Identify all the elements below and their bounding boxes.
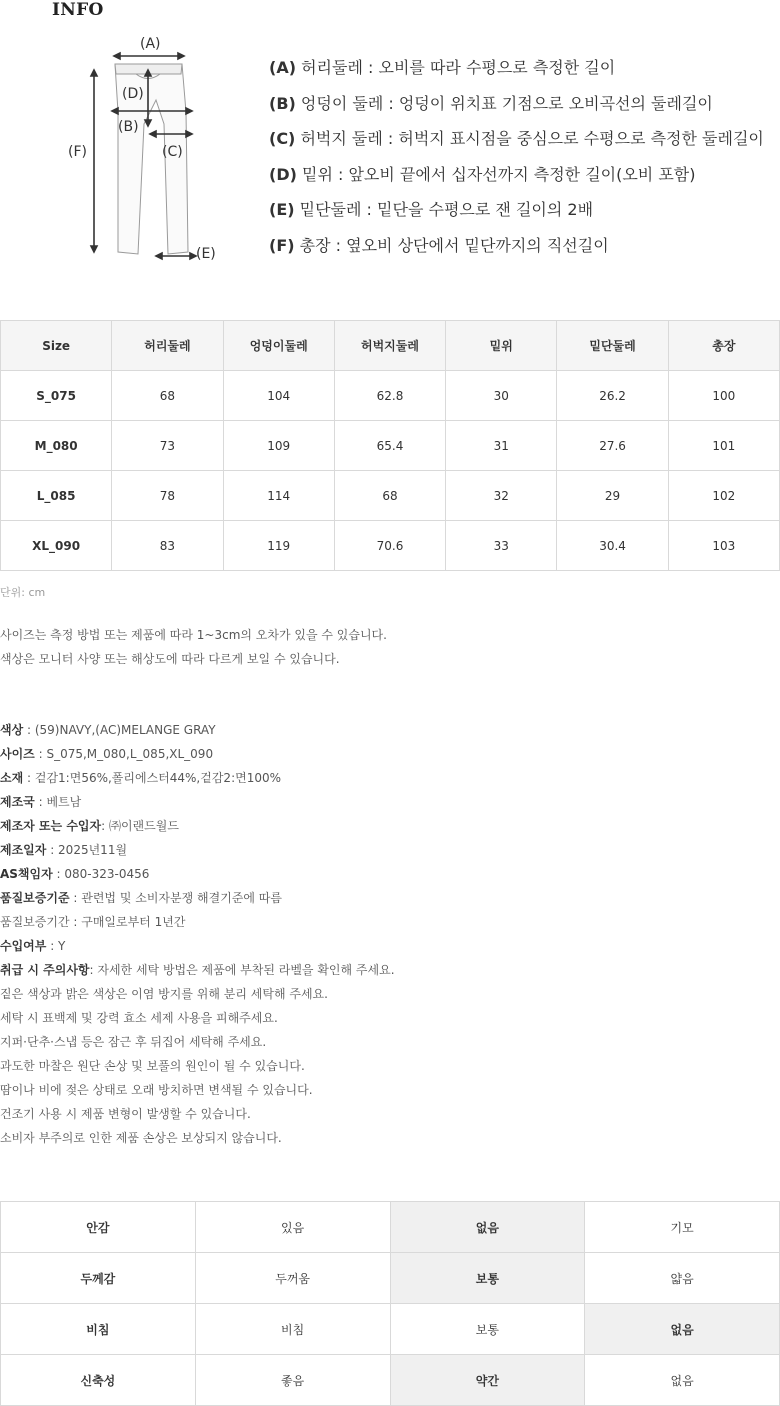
header-cell: Size bbox=[1, 321, 112, 371]
table-cell: 109 bbox=[223, 421, 334, 471]
size-cell: M_080 bbox=[1, 421, 112, 471]
info-title: INFO bbox=[52, 0, 104, 20]
feel-option: 비침 bbox=[195, 1304, 390, 1355]
table-row bbox=[1, 371, 780, 421]
label-c: (C) bbox=[162, 144, 183, 160]
header-cell: 허리둘레 bbox=[112, 321, 223, 371]
feel-option: 없음 bbox=[585, 1304, 780, 1355]
feel-label: 두께감 bbox=[1, 1253, 196, 1304]
care-line: 소비자 부주의로 인한 제품 손상은 보상되지 않습니다. bbox=[0, 1131, 282, 1145]
note-line: 색상은 모니터 사양 또는 해상도에 따라 다르게 보일 수 있습니다. bbox=[0, 652, 340, 666]
table-cell: 32 bbox=[446, 471, 557, 521]
legend-row-b bbox=[269, 90, 764, 126]
feel-option: 약간 bbox=[390, 1355, 585, 1406]
spec-sizes: 사이즈 : S_075,M_080,L_085,XL_090 bbox=[0, 747, 214, 761]
size-cell: S_075 bbox=[1, 371, 112, 421]
fabric-feel-table bbox=[0, 1201, 780, 1406]
feel-option: 없음 bbox=[390, 1202, 585, 1253]
legend-row-e bbox=[269, 196, 764, 232]
table-cell: 62.8 bbox=[334, 371, 445, 421]
size-table-header bbox=[1, 321, 780, 371]
table-cell: 31 bbox=[446, 421, 557, 471]
legend-text: 허리둘레 : 오비를 따라 수평으로 측정한 길이 bbox=[296, 58, 616, 77]
label-f: (F) bbox=[68, 144, 87, 160]
care-line: 과도한 마찰은 원단 손상 및 보풀의 원인이 될 수 있습니다. bbox=[0, 1059, 305, 1073]
spec-quality: 품질보증기준 : 관련법 및 소비자분쟁 해결기준에 따름 bbox=[0, 891, 282, 905]
feel-row-sheerness bbox=[1, 1304, 780, 1355]
table-cell: 30.4 bbox=[557, 521, 668, 571]
size-notes bbox=[0, 623, 387, 671]
table-cell: 70.6 bbox=[334, 521, 445, 571]
feel-option: 보통 bbox=[390, 1304, 585, 1355]
table-cell: 33 bbox=[446, 521, 557, 571]
spec-color: 색상 : (59)NAVY,(AC)MELANGE GRAY bbox=[0, 723, 216, 737]
legend-key: (B) bbox=[269, 93, 296, 113]
legend-row-c bbox=[269, 125, 764, 161]
table-cell: 68 bbox=[334, 471, 445, 521]
table-cell: 73 bbox=[112, 421, 223, 471]
table-cell: 104 bbox=[223, 371, 334, 421]
table-cell: 30 bbox=[446, 371, 557, 421]
spec-care: 취급 시 주의사항: 자세한 세탁 방법은 제품에 부착된 라벨을 확인해 주세요. bbox=[0, 963, 395, 977]
feel-option: 좋음 bbox=[195, 1355, 390, 1406]
note-line: 사이즈는 측정 방법 또는 제품에 따라 1~3cm의 오차가 있을 수 있습니다. bbox=[0, 628, 387, 642]
spec-date: 제조일자 : 2025년11월 bbox=[0, 843, 128, 857]
care-line: 지퍼·단추·스냅 등은 잠근 후 뒤집어 세탁해 주세요. bbox=[0, 1035, 267, 1049]
arrow-e-icon bbox=[156, 253, 196, 259]
header-cell: 밑위 bbox=[446, 321, 557, 371]
table-cell: 102 bbox=[668, 471, 779, 521]
header-cell: 허벅지둘레 bbox=[334, 321, 445, 371]
table-cell: 68 bbox=[112, 371, 223, 421]
spec-warranty: 품질보증기간 : 구매일로부터 1년간 bbox=[0, 915, 186, 929]
label-b: (B) bbox=[118, 119, 139, 135]
table-cell: 83 bbox=[112, 521, 223, 571]
feel-option: 얇음 bbox=[585, 1253, 780, 1304]
table-cell: 65.4 bbox=[334, 421, 445, 471]
feel-label: 신축성 bbox=[1, 1355, 196, 1406]
legend-text: 밑위 : 앞오비 끝에서 십자선까지 측정한 길이(오비 포함) bbox=[296, 164, 696, 184]
feel-option: 보통 bbox=[390, 1253, 585, 1304]
table-cell: 101 bbox=[668, 421, 779, 471]
legend-text: 엉덩이 둘레 : 엉덩이 위치표 기점으로 오비곡선의 둘레길이 bbox=[295, 93, 713, 113]
spec-material: 소재 : 겉감1:면56%,폴리에스터44%,겉감2:면100% bbox=[0, 771, 282, 785]
pants-measurement-diagram bbox=[60, 28, 230, 268]
size-cell: XL_090 bbox=[1, 521, 112, 571]
spec-import: 수입여부 : Y bbox=[0, 939, 66, 953]
feel-label: 비침 bbox=[1, 1304, 196, 1355]
feel-option: 없음 bbox=[585, 1355, 780, 1406]
table-cell: 29 bbox=[557, 471, 668, 521]
care-line: 세탁 시 표백제 및 강력 효소 세제 사용을 피해주세요. bbox=[0, 1011, 278, 1025]
legend-key: (C) bbox=[269, 129, 296, 149]
table-cell: 103 bbox=[668, 521, 779, 571]
legend-key: (E) bbox=[269, 200, 295, 220]
feel-row-stretch bbox=[1, 1355, 780, 1406]
size-cell: L_085 bbox=[1, 471, 112, 521]
legend-key: (D) bbox=[269, 164, 297, 184]
header-cell: 엉덩이둘레 bbox=[223, 321, 334, 371]
legend-text: 허벅지 둘레 : 허벅지 표시점을 중심으로 수평으로 측정한 둘레길이 bbox=[295, 129, 764, 149]
label-e: (E) bbox=[196, 246, 216, 262]
care-line: 짙은 색상과 밝은 색상은 이염 방지를 위해 분리 세탁해 주세요. bbox=[0, 987, 328, 1001]
care-line: 건조기 사용 시 제품 변형이 발생할 수 있습니다. bbox=[0, 1107, 251, 1121]
table-cell: 100 bbox=[668, 371, 779, 421]
table-row bbox=[1, 521, 780, 571]
feel-row-lining bbox=[1, 1202, 780, 1253]
table-cell: 119 bbox=[223, 521, 334, 571]
table-cell: 27.6 bbox=[557, 421, 668, 471]
measurement-legend bbox=[269, 54, 764, 268]
product-specs bbox=[0, 718, 395, 1150]
care-line: 땀이나 비에 젖은 상태로 오래 방치하면 변색될 수 있습니다. bbox=[0, 1083, 313, 1097]
feel-option: 두꺼움 bbox=[195, 1253, 390, 1304]
arrow-a-icon bbox=[114, 53, 184, 59]
legend-text: 총장 : 옆오비 상단에서 밑단까지의 직선길이 bbox=[294, 235, 609, 255]
table-row bbox=[1, 471, 780, 521]
size-table bbox=[0, 320, 780, 571]
legend-text: 밑단둘레 : 밑단을 수평으로 잰 길이의 2배 bbox=[294, 200, 594, 220]
unit-note: 단위: cm bbox=[0, 586, 46, 599]
spec-as: AS책임자 : 080-323-0456 bbox=[0, 867, 150, 881]
label-a: (A) bbox=[140, 36, 161, 52]
header-cell: 총장 bbox=[668, 321, 779, 371]
feel-label: 안감 bbox=[1, 1202, 196, 1253]
spec-maker: 제조자 또는 수입자: ㈜이랜드월드 bbox=[0, 819, 179, 833]
legend-row-a bbox=[269, 54, 764, 90]
feel-row-thickness bbox=[1, 1253, 780, 1304]
spec-country: 제조국 : 베트남 bbox=[0, 795, 82, 809]
feel-option: 있음 bbox=[195, 1202, 390, 1253]
legend-row-f bbox=[269, 232, 764, 268]
feel-option: 기모 bbox=[585, 1202, 780, 1253]
table-cell: 26.2 bbox=[557, 371, 668, 421]
table-cell: 78 bbox=[112, 471, 223, 521]
header-cell: 밑단둘레 bbox=[557, 321, 668, 371]
table-cell: 114 bbox=[223, 471, 334, 521]
arrow-f-icon bbox=[91, 70, 97, 252]
legend-key: (A) bbox=[269, 58, 297, 77]
legend-row-d bbox=[269, 161, 764, 197]
label-d: (D) bbox=[122, 86, 144, 102]
table-row bbox=[1, 421, 780, 471]
legend-key: (F) bbox=[269, 235, 295, 255]
